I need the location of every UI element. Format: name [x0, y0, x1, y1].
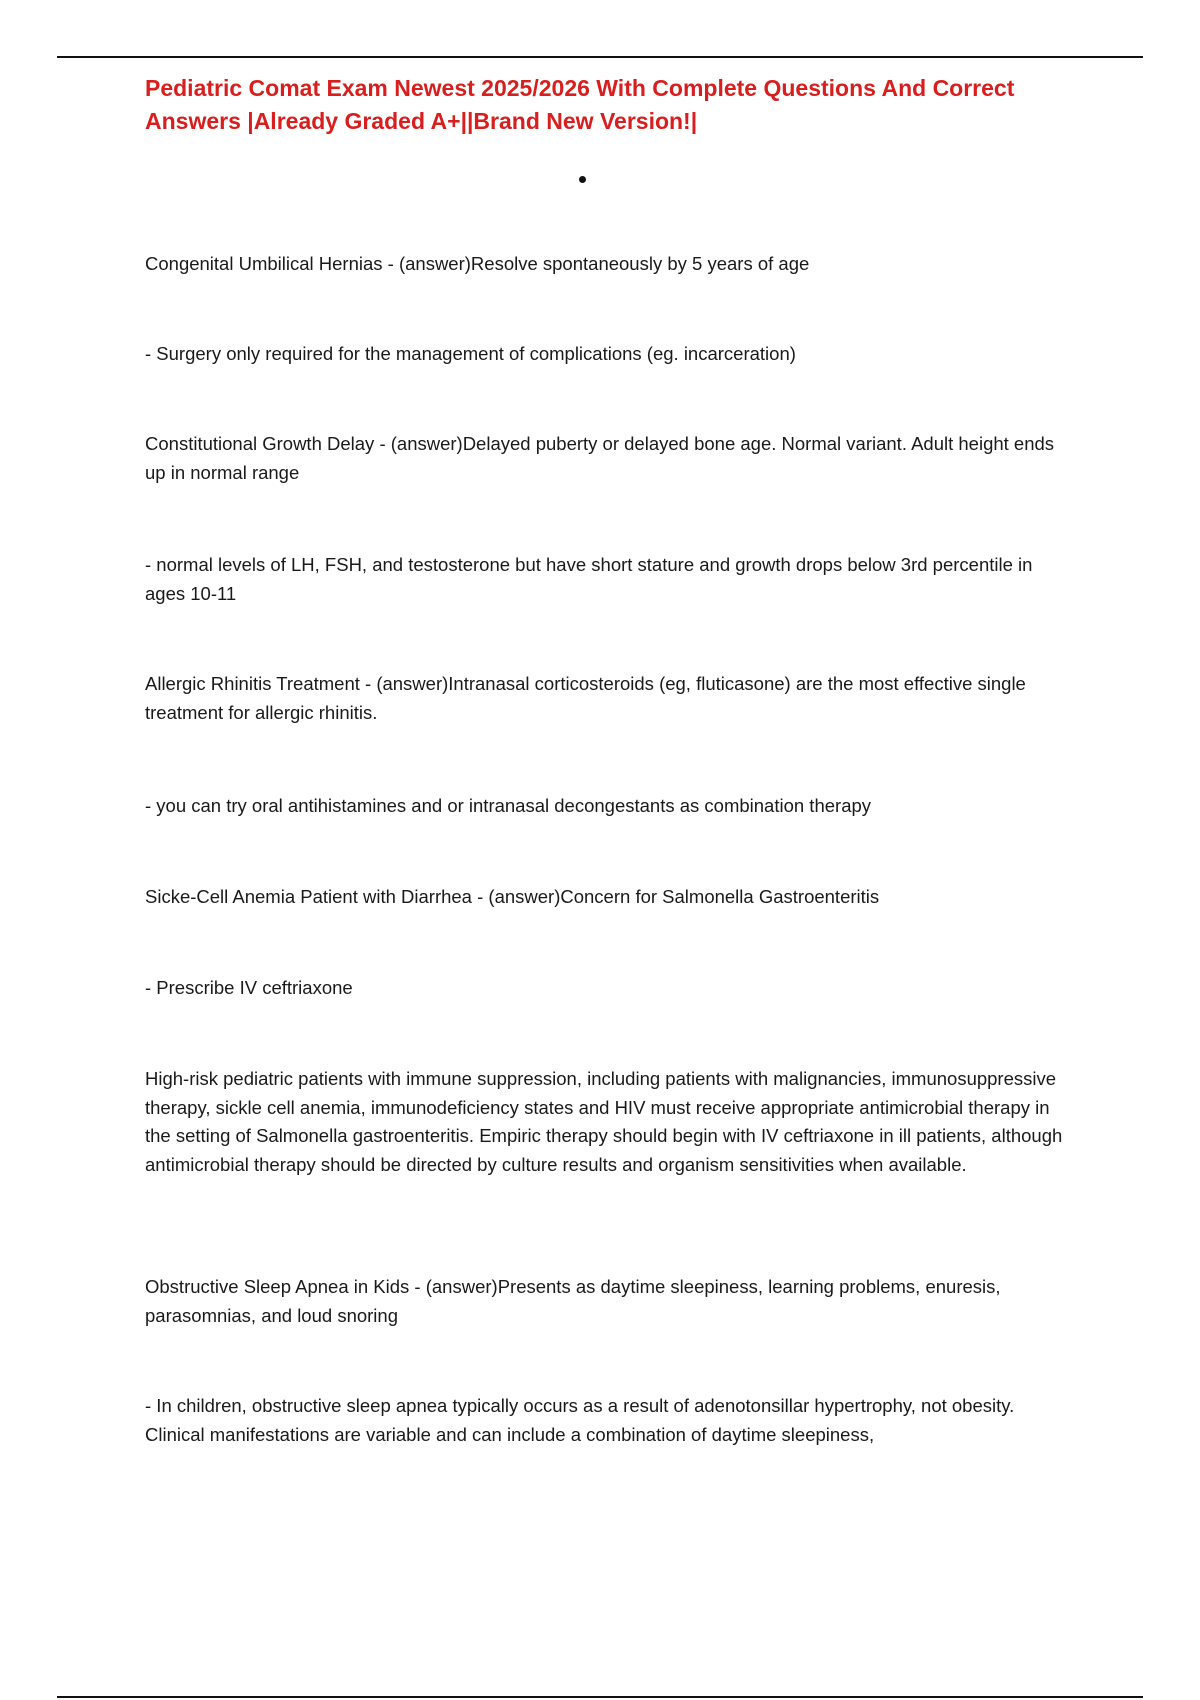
paragraph-surgery-note: - Surgery only required for the management of complications (eg. incarceration) [145, 343, 796, 364]
paragraph-growth-delay: Constitutional Growth Delay - (answer)Delayed puberty or delayed bone age. Normal variant. Adult height ends up in normal range [145, 433, 1055, 483]
paragraph-high-risk-patients: High-risk pediatric patients with immune suppression, including patients with malignancies, immunosuppressive therapy, sickle cell anemia, immunodeficiency states and HIV must receive appropriate antimicrobial therapy in the setting of Salmonella gastroenteritis. Empiric therapy should begin with IV ceftriaxone in ill patients, although antimicrobial therapy should be directed by culture results and organism sensitivities when available. [145, 1068, 1063, 1175]
paragraph-umbilical-hernias: Congenital Umbilical Hernias - (answer)Resolve spontaneously by 5 years of age [145, 253, 810, 274]
paragraph-combination-therapy: - you can try oral antihistamines and or intranasal decongestants as combination therapy [145, 795, 872, 816]
bullet-icon [579, 176, 586, 183]
paragraph-sleep-apnea: Obstructive Sleep Apnea in Kids - (answer)Presents as daytime sleepiness, learning problems, enuresis, parasomnias, and loud snoring [145, 1276, 1001, 1326]
paragraph-adenotonsillar: - In children, obstructive sleep apnea typically occurs as a result of adenotonsillar hypertrophy, not obesity. Clinical manifestations are variable and can include a combination of daytime sleepiness, [145, 1395, 1015, 1445]
document-title: Pediatric Comat Exam Newest 2025/2026 With Complete Questions And Correct Answers |Already Graded A+||Brand New Version!| [145, 75, 1015, 134]
paragraph-hormone-levels: - normal levels of LH, FSH, and testosterone but have short stature and growth drops below 3rd percentile in ages 10-11 [145, 554, 1033, 604]
paragraph-ceftriaxone: - Prescribe IV ceftriaxone [145, 977, 353, 998]
bottom-divider [57, 1696, 1143, 1698]
paragraph-sickle-cell: Sicke-Cell Anemia Patient with Diarrhea - (answer)Concern for Salmonella Gastroenteritis [145, 886, 880, 907]
paragraph-allergic-rhinitis: Allergic Rhinitis Treatment - (answer)Intranasal corticosteroids (eg, fluticasone) are the most effective single treatment for allergic rhinitis. [145, 673, 1026, 723]
top-divider [57, 56, 1143, 58]
